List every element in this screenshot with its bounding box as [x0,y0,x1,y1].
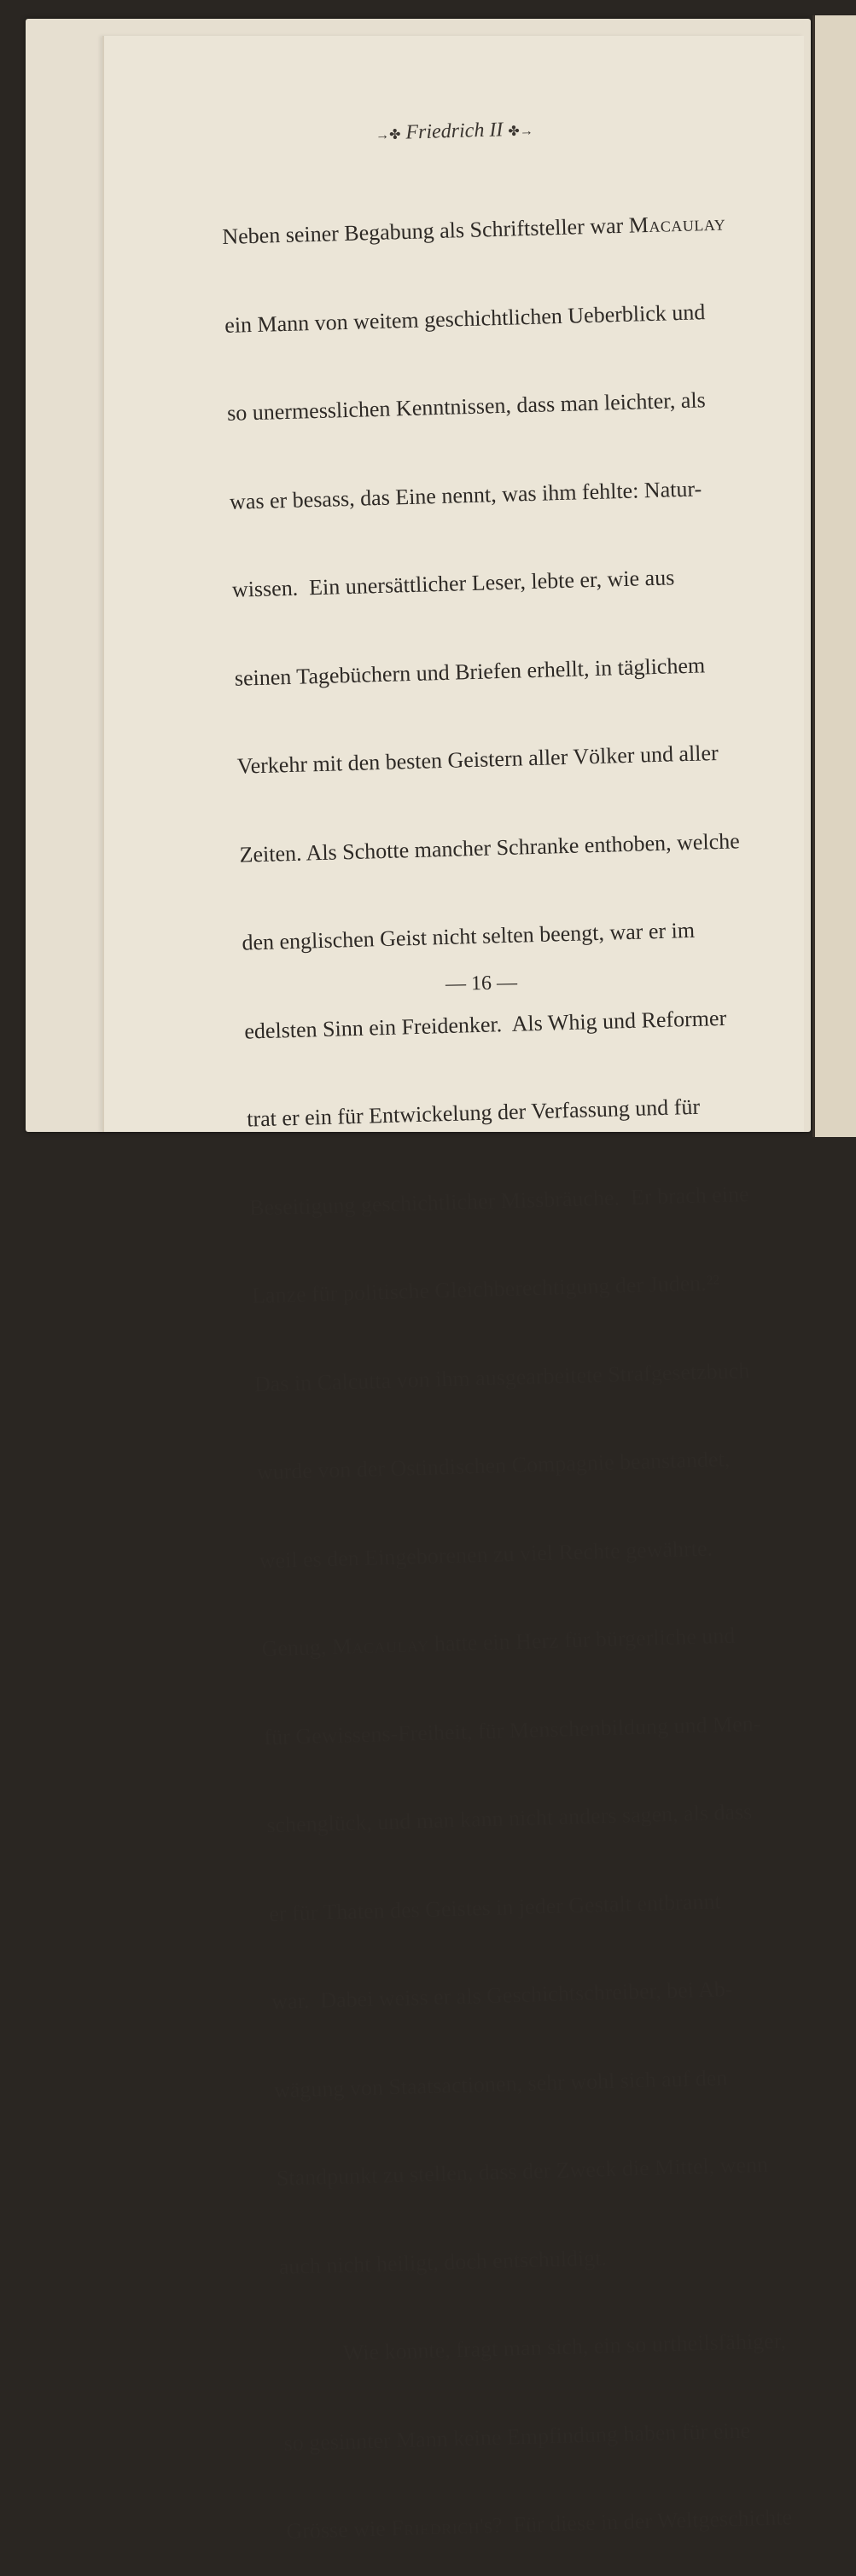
text-line: trat er ein für Entwickelung der Verfassung und für [246,1094,701,1132]
text-line: wägung von Staatsactionen, sehr wohl sich auf den [273,2064,728,2103]
text-line: was er besass, das Eine nennt, was ihm fehlte: Natur- [229,475,702,514]
page-number: — 16 — [445,972,518,995]
text-line: Wie konnte, fragt man sich, ein so urtheilsfähiger, [342,2328,787,2365]
left-ornament-icon: →✤ [375,127,401,143]
body-text [220,149,794,2575]
text-line: wurde von der Ostindischen Compagnie beanstandet, [256,1446,731,1485]
text-line: Verkehr mit den besten Geistern aller Völker und aller [236,740,719,779]
text-line: wissen. Ein unersättlicher Leser, lebte er, wie aus [231,565,675,602]
text-line: so gesinnter Mann keine Empfindung haben für eine [283,2417,751,2456]
text-line: Zeiten. Als Schotte mancher Schranke enthoben, welche [239,827,741,867]
text-line: edelsten Sinn ein Freidenker. Als Whig und Reformer [243,1005,727,1044]
text-line: er für Thaten des Geistes in jeder Gestalt entbrannt [268,1888,721,1926]
text-line: so unermesslichen Kenntnissen, dass man leichter, als [226,387,707,426]
text-line: Neben seiner Begabung als Schriftsteller war Macaulay [221,210,726,249]
author-name: Macaulay [628,210,726,238]
text-line: Genug, Macaulay hatte ein Herz für bürgerliche und [261,1622,736,1662]
right-ornament-icon: ✤→ [508,124,534,140]
text-line: Standpunkt zu stellen, dass der Zweck die Mittel, wenn [276,2151,769,2191]
text-line: weil es den Eingeborenen zu viel Rechte gewährte. [259,1535,713,1573]
text-line: ein Mann von weitem geschichtlichen Ueberblick und [224,299,706,338]
adjacent-page-edge [812,15,856,1137]
text-line: Grösse wie Friedrich's? Für diese in der Weltgeschichte [286,2504,793,2544]
text-line: Beseitigung geschichtlicher Missbräuche. Er brach eine [248,1181,749,1221]
text-line: auch nicht heiligt, doch entschuldigt. [278,2244,608,2279]
header-title: Friedrich II [405,119,504,144]
author-name: Friedrich [390,2513,480,2541]
text-line: Lanze für politische Gleichberechtigung der Juden.²² [251,1270,720,1308]
text-line: für Gewissens-Freiheit, für Menschenbildung und Men- [264,1710,761,1749]
text-line: Das in Calcutta von ihm ausgearbeitete Strafgesetzbuch [253,1357,750,1396]
text-line: den englischen Geist nicht selten beengt, war er im [242,917,696,955]
text-line: war. Dabei weiss er als Geschichtschreiber, bei Ab- [271,1976,733,2015]
author-name: Macaulay [331,1631,429,1660]
text-line: seinen Tagebüchern und Briefen erhellt, in täglichem [234,652,706,691]
text-line: schenglück, und man kann nicht anders sagen, als dass [266,1799,753,1838]
